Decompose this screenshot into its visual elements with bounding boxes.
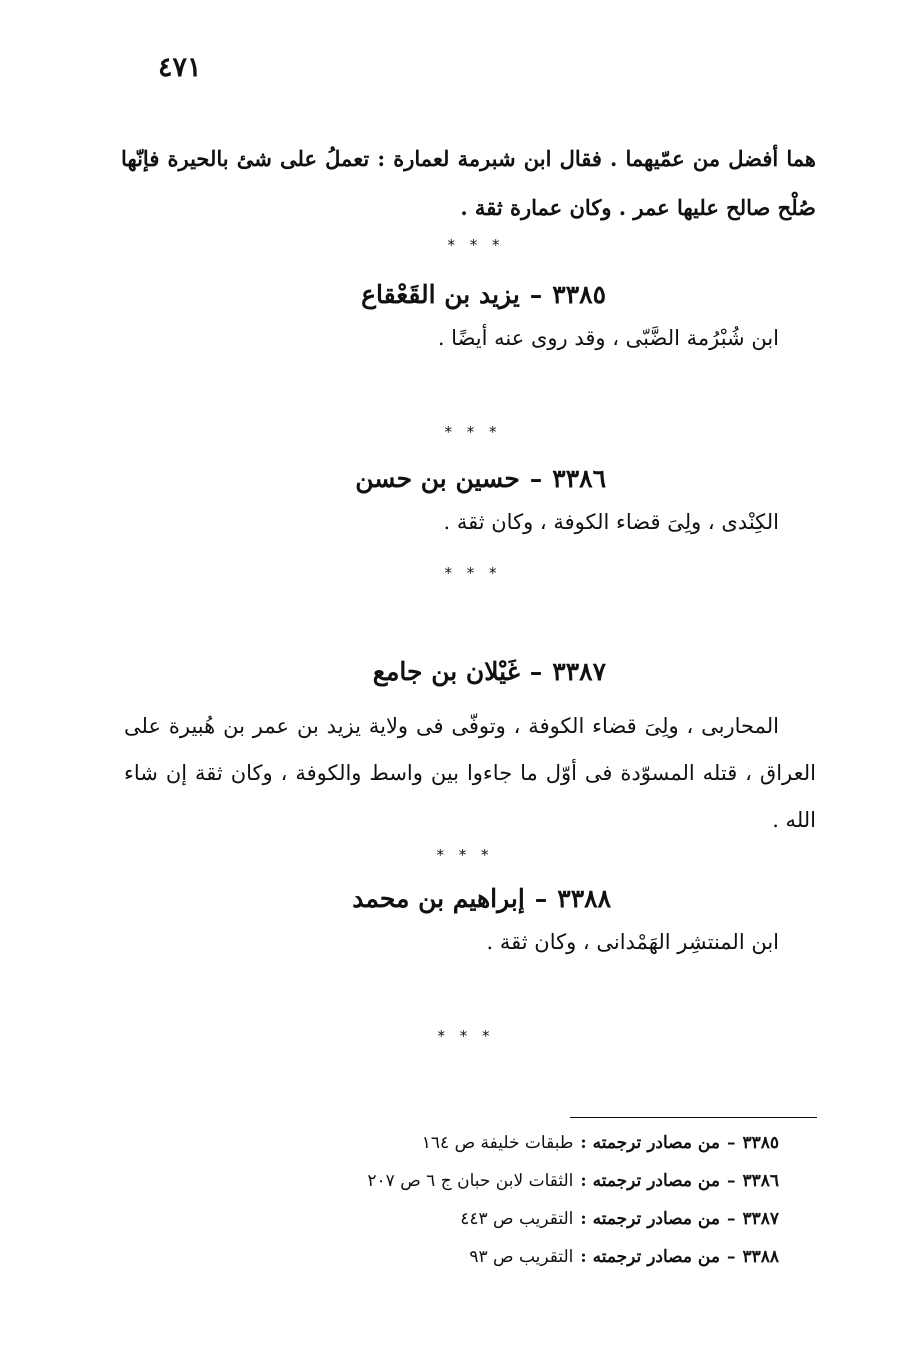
footnote-divider [570,1117,817,1118]
entry-name: إبراهيم بن محمد [352,884,525,913]
intro-line: هما أفضل من عمّيهما . فقال ابن شبرمة لعمارة : تعملُ على شئ بالحيرة فإنّها [121,146,816,171]
footnote-source: التقريب ص ٤٤٣ [460,1209,574,1229]
entry-dash: – [529,657,543,686]
footnote-source: طبقات خليفة ص ١٦٤ [421,1133,574,1153]
footnote-source: التقريب ص ٩٣ [469,1247,574,1267]
intro-line: صُلْح صالح عليها عمر . وكان عمارة ثقة . [460,195,816,220]
entry-text: ابن المنتشِر الهَمْدانى ، وكان ثقة . [486,930,779,954]
footnote-label: من مصادر ترجمته : [580,1247,720,1267]
footnote-number: ٣٣٨٦ [742,1171,779,1191]
entry-heading [361,280,606,309]
footnote-dash: – [726,1247,736,1267]
entry-dash: – [534,884,548,913]
entry-dash: – [529,280,543,309]
footnote-dash: – [726,1209,736,1229]
entry-heading [355,464,606,493]
section-separator: * * * [437,1027,495,1045]
entry-number: ٣٣٨٥ [552,280,606,309]
entry-heading [352,884,611,913]
entry-number: ٣٣٨٧ [552,657,606,686]
section-separator: * * * [447,236,505,254]
entry-paragraph [124,703,816,844]
footnote-dash: – [726,1133,736,1153]
entry-name: غَيْلان بن جامع [372,657,520,686]
footnote [159,1162,779,1200]
entry-text: الكِنْدى ، ولِىَ قضاء الكوفة ، وكان ثقة . [443,510,779,534]
section-separator: * * * [436,846,494,864]
footnote-dash: – [726,1171,736,1191]
entry-text: العراق ، قتله المسوّدة فى أوّل ما جاءوا بين واسط والكوفة ، وكان ثقة إن شاء [124,761,816,785]
section-separator: * * * [444,423,502,441]
footnote [159,1200,779,1238]
footnote [159,1124,779,1162]
entry-dash: – [529,464,543,493]
entry-number: ٣٣٨٨ [557,884,611,913]
footnote-number: ٣٣٨٥ [742,1133,779,1153]
footnote-number: ٣٣٨٧ [742,1209,779,1229]
footnote-source: الثقات لابن حبان ج ٦ ص ٢٠٧ [367,1171,574,1191]
entry-name: يزيد بن القَعْقاع [361,280,520,309]
entry-text: ابن شُبْرُمة الضَّبّى ، وقد روى عنه أيضًا . [437,326,779,350]
footnote-label: من مصادر ترجمته : [580,1171,720,1191]
entry-name: حسين بن حسن [355,464,520,493]
entry-text: الله . [772,808,816,832]
footnote-number: ٣٣٨٨ [742,1247,779,1267]
section-separator: * * * [444,564,502,582]
footnote [159,1238,779,1276]
footnote-label: من مصادر ترجمته : [580,1209,720,1229]
footnote-label: من مصادر ترجمته : [580,1133,720,1153]
page-number: ٤٧١ [158,52,202,83]
intro-paragraph [121,134,816,232]
footnotes-list [159,1124,779,1276]
entry-text: المحاربى ، ولِىَ قضاء الكوفة ، وتوفّى فى ولاية يزيد بن عمر بن هُبيرة على [124,714,779,738]
entry-heading [373,657,606,686]
entry-number: ٣٣٨٦ [552,464,606,493]
